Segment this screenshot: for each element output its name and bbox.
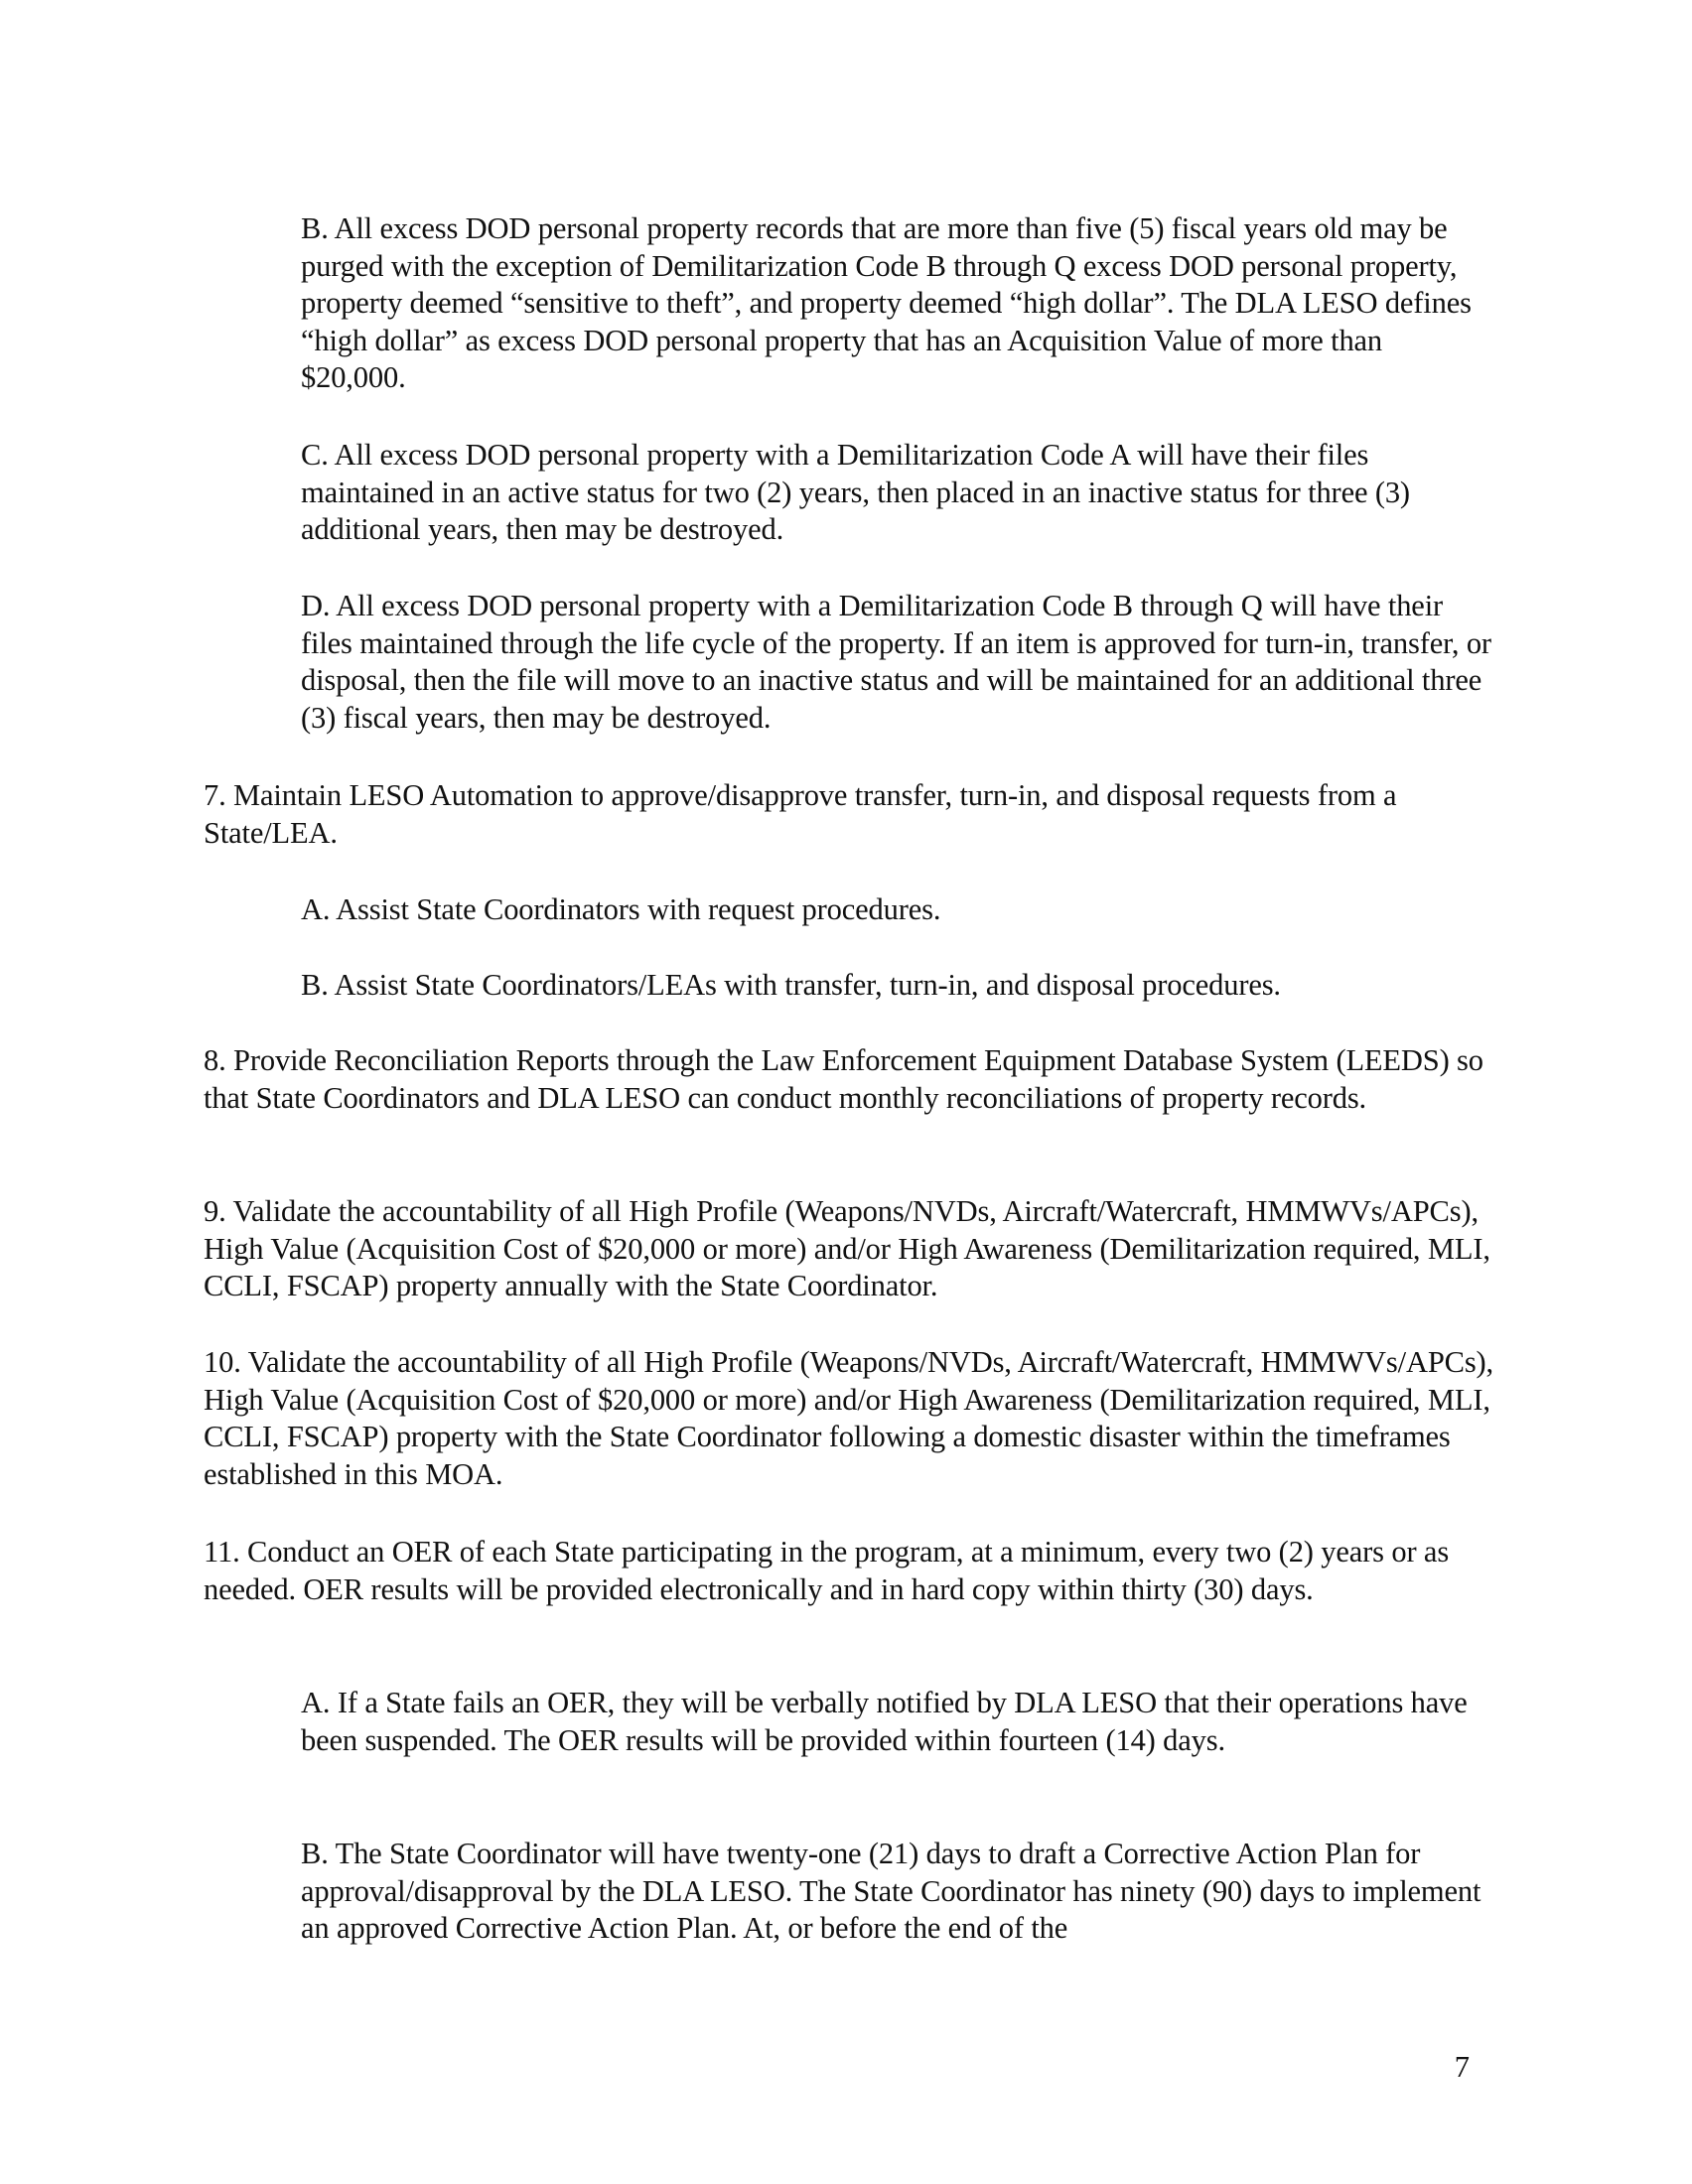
page-number: 7 <box>1454 2050 1470 2084</box>
paragraph-7: 7. Maintain LESO Automation to approve/disapprove transfer, turn-in, and disposal requests from a State/LEA. <box>204 778 1397 850</box>
paragraph-11b: B. The State Coordinator will have twenty-one (21) days to draft a Corrective Action Plan for approval/disapproval by the DLA LESO. The State Coordinator has ninety (90) days to implement an approved Corrective Action Plan. At, or before the end of the <box>301 1837 1481 1945</box>
paragraph-11: 11. Conduct an OER of each State participating in the program, at a minimum, every two (2) years or as needed. OER results will be provided electronically and in hard copy within thirty (30) days. <box>204 1535 1450 1606</box>
paragraph-6b: B. All excess DOD personal property records that are more than five (5) fiscal years old may be purged with the exception of Demilitarization Code B through Q excess DOD personal property, property deemed “sensitive to theft”, and property deemed “high dollar”. The DLA LESO defines “high dollar” as excess DOD personal property that has an Acquisition Value of more than $20,000. <box>301 211 1472 394</box>
paragraph-11a: A. If a State fails an OER, they will be verbally notified by DLA LESO that their operations have been suspended. The OER results will be provided within fourteen (14) days. <box>301 1686 1468 1757</box>
paragraph-10: 10. Validate the accountability of all High Profile (Weapons/NVDs, Aircraft/Watercraft, HMMWVs/APCs), High Value (Acquisition Cost of $20,000 or more) and/or High Awareness (Demilitarization required, MLI, CCLI, FSCAP) property with the State Coordinator following a domestic disaster within the timeframes established in this MOA. <box>204 1345 1494 1491</box>
paragraph-9: 9. Validate the accountability of all High Profile (Weapons/NVDs, Aircraft/Watercraft, HMMWVs/APCs), High Value (Acquisition Cost of $20,000 or more) and/or High Awareness (Demilitarization required, MLI, CCLI, FSCAP) property annually with the State Coordinator. <box>204 1194 1490 1302</box>
paragraph-7a: A. Assist State Coordinators with request procedures. <box>301 892 941 926</box>
paragraph-6c: C. All excess DOD personal property with a Demilitarization Code A will have their files maintained in an active status for two (2) years, then placed in an inactive status for three (3) additional years, then may be destroyed. <box>301 438 1410 546</box>
paragraph-8: 8. Provide Reconciliation Reports through the Law Enforcement Equipment Database System (LEEDS) so that State Coordinators and DLA LESO can conduct monthly reconciliations of property records. <box>204 1043 1483 1115</box>
paragraph-7b: B. Assist State Coordinators/LEAs with transfer, turn-in, and disposal procedures. <box>301 968 1281 1002</box>
paragraph-6d: D. All excess DOD personal property with a Demilitarization Code B through Q will have their files maintained through the life cycle of the property. If an item is approved for turn-in, transfer, or disposal, then the file will move to an inactive status and will be maintained for an additional three (3) fiscal years, then may be destroyed. <box>301 589 1491 735</box>
